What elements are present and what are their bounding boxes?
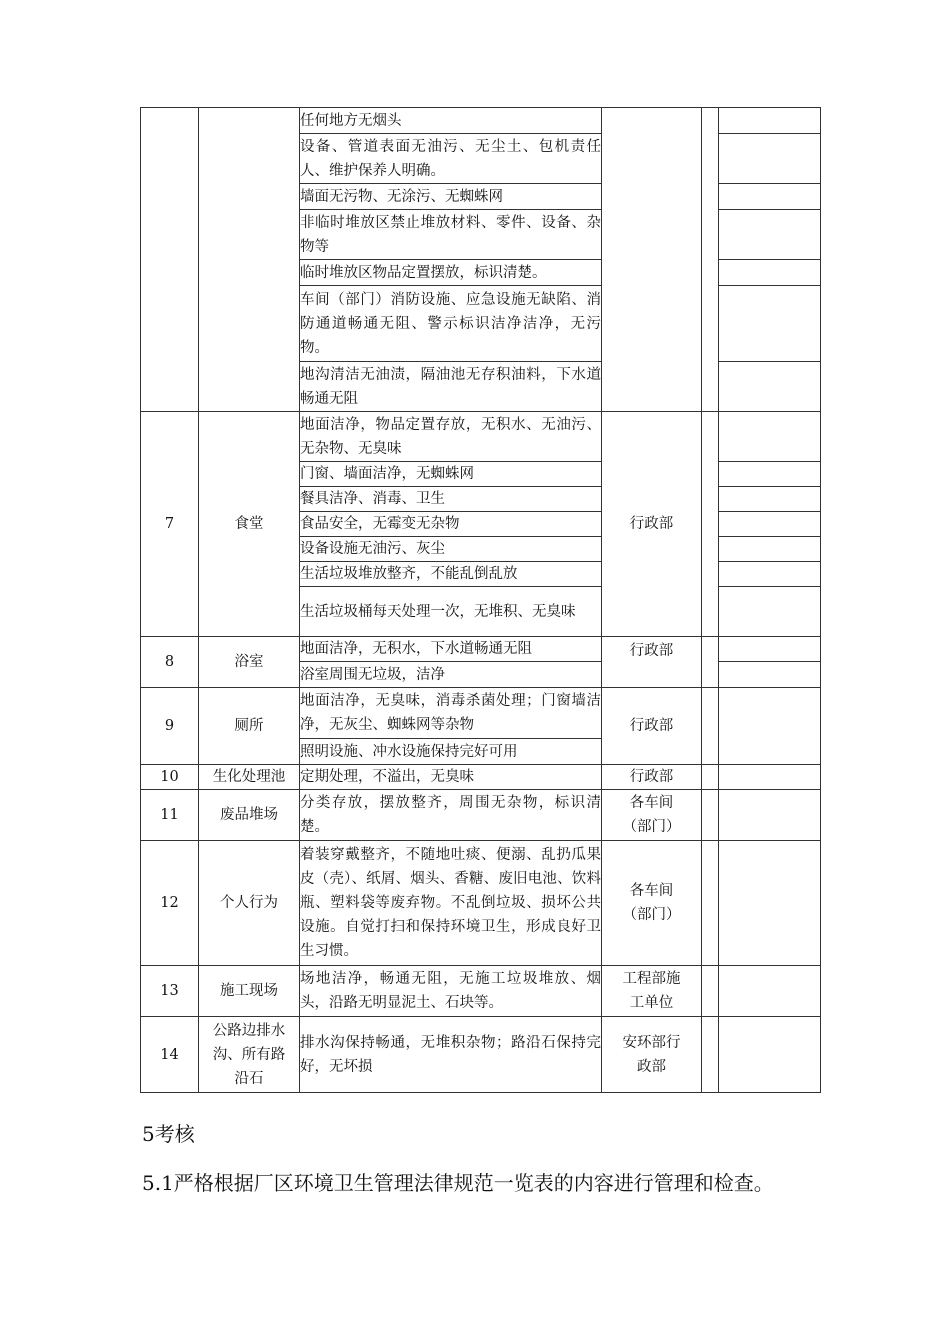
note-cell bbox=[719, 537, 821, 562]
requirement: 车间（部门）消防设施、应急设施无缺陷、消防通道畅通无阻、警示标识洁净洁净，无污物。 bbox=[300, 286, 602, 362]
table-row bbox=[141, 108, 821, 134]
item-number: 8 bbox=[141, 637, 199, 688]
area-name: 个人行为 bbox=[199, 841, 300, 966]
responsible-dept: 行政部 bbox=[602, 412, 702, 637]
note-cell bbox=[719, 362, 821, 412]
note-cell bbox=[719, 512, 821, 537]
requirement: 着装穿戴整齐，不随地吐痰、便溺、乱扔瓜果皮（壳）、纸屑、烟头、香糖、废旧电池、饮料瓶、塑料袋等废弃物。不乱倒垃圾、损坏公共设施。自觉打扫和保持环境卫生，形成良好卫生习惯。 bbox=[300, 841, 602, 966]
check-cell bbox=[702, 841, 719, 966]
requirement: 食品安全，无霉变无杂物 bbox=[300, 512, 602, 537]
responsible-dept: 各车间（部门） bbox=[602, 790, 702, 841]
area-name: 厕所 bbox=[199, 688, 300, 765]
table-row bbox=[141, 841, 821, 966]
note-cell bbox=[719, 688, 821, 765]
requirement: 任何地方无烟头 bbox=[300, 108, 602, 134]
check-cell bbox=[702, 637, 719, 688]
note-cell bbox=[719, 462, 821, 487]
note-cell bbox=[719, 487, 821, 512]
check-cell bbox=[702, 790, 719, 841]
check-cell bbox=[702, 412, 719, 637]
responsible-dept: 各车间（部门） bbox=[602, 841, 702, 966]
note-cell bbox=[719, 184, 821, 210]
note-cell bbox=[719, 286, 821, 362]
note-cell bbox=[719, 412, 821, 462]
note-cell bbox=[719, 966, 821, 1017]
table-row bbox=[141, 1017, 821, 1093]
note-cell bbox=[719, 637, 821, 662]
item-number: 12 bbox=[141, 841, 199, 966]
area-name: 生化处理池 bbox=[199, 765, 300, 790]
section-heading: 5考核 bbox=[142, 1122, 195, 1146]
note-cell bbox=[719, 1017, 821, 1093]
section-item: 5.1严格根据厂区环境卫生管理法律规范一览表的内容进行管理和检查。 bbox=[142, 1171, 774, 1195]
item-number: 9 bbox=[141, 688, 199, 765]
note-cell bbox=[719, 134, 821, 184]
requirement: 临时堆放区物品定置摆放，标识清楚。 bbox=[300, 260, 602, 286]
requirement: 墙面无污物、无涂污、无蜘蛛网 bbox=[300, 184, 602, 210]
note-cell bbox=[719, 765, 821, 790]
table-row bbox=[141, 637, 821, 662]
responsible-dept: 工程部施工单位 bbox=[602, 966, 702, 1017]
requirement: 门窗、墙面洁净，无蜘蛛网 bbox=[300, 462, 602, 487]
area-name: 施工现场 bbox=[199, 966, 300, 1017]
item-number: 11 bbox=[141, 790, 199, 841]
requirement: 餐具洁净、消毒、卫生 bbox=[300, 487, 602, 512]
responsible-dept: 行政部 bbox=[602, 688, 702, 765]
item-number: 14 bbox=[141, 1017, 199, 1093]
responsible-dept bbox=[602, 108, 702, 412]
item-number: 13 bbox=[141, 966, 199, 1017]
area-name: 公路边排水沟、所有路沿石 bbox=[199, 1017, 300, 1093]
sanitation-table bbox=[140, 107, 821, 1093]
requirement: 定期处理，不溢出，无臭味 bbox=[300, 765, 602, 790]
check-cell bbox=[702, 108, 719, 412]
item-number: 7 bbox=[141, 412, 199, 637]
note-cell bbox=[719, 662, 821, 688]
table-row bbox=[141, 966, 821, 1017]
note-cell bbox=[719, 260, 821, 286]
requirement: 地沟清洁无油渍，隔油池无存积油料，下水道畅通无阻 bbox=[300, 362, 602, 412]
item-number bbox=[141, 108, 199, 412]
requirement: 生活垃圾桶每天处理一次，无堆积、无臭味 bbox=[300, 587, 602, 637]
table-row bbox=[141, 688, 821, 739]
requirement: 排水沟保持畅通，无堆积杂物；路沿石保持完好，无坏损 bbox=[300, 1017, 602, 1093]
note-cell bbox=[719, 210, 821, 260]
note-cell bbox=[719, 790, 821, 841]
note-cell bbox=[719, 841, 821, 966]
note-cell bbox=[719, 562, 821, 587]
table-row bbox=[141, 790, 821, 841]
responsible-dept: 行政部 bbox=[602, 637, 702, 688]
requirement: 地面洁净，无积水，下水道畅通无阻 bbox=[300, 637, 602, 662]
table-row bbox=[141, 412, 821, 462]
area-name: 浴室 bbox=[199, 637, 300, 688]
area-name: 食堂 bbox=[199, 412, 300, 637]
requirement: 浴室周围无垃圾，洁净 bbox=[300, 662, 602, 688]
check-cell bbox=[702, 1017, 719, 1093]
note-cell bbox=[719, 108, 821, 134]
responsible-dept: 行政部 bbox=[602, 765, 702, 790]
requirement: 场地洁净，畅通无阻，无施工垃圾堆放、烟头，沿路无明显泥土、石块等。 bbox=[300, 966, 602, 1017]
note-cell bbox=[719, 587, 821, 637]
requirement: 生活垃圾堆放整齐，不能乱倒乱放 bbox=[300, 562, 602, 587]
requirement: 非临时堆放区禁止堆放材料、零件、设备、杂物等 bbox=[300, 210, 602, 260]
responsible-dept: 安环部行政部 bbox=[602, 1017, 702, 1093]
table-row bbox=[141, 765, 821, 790]
area-name: 废品堆场 bbox=[199, 790, 300, 841]
requirement: 设备、管道表面无油污、无尘土、包机责任人、维护保养人明确。 bbox=[300, 134, 602, 184]
check-cell bbox=[702, 966, 719, 1017]
check-cell bbox=[702, 765, 719, 790]
item-number: 10 bbox=[141, 765, 199, 790]
requirement: 地面洁净，物品定置存放，无积水、无油污、无杂物、无臭味 bbox=[300, 412, 602, 462]
requirement: 设备设施无油污、灰尘 bbox=[300, 537, 602, 562]
check-cell bbox=[702, 688, 719, 765]
requirement: 分类存放，摆放整齐，周围无杂物，标识清楚。 bbox=[300, 790, 602, 841]
area-name bbox=[199, 108, 300, 412]
requirement: 地面洁净，无臭味，消毒杀菌处理；门窗墙洁净，无灰尘、蜘蛛网等杂物 bbox=[300, 688, 602, 739]
requirement: 照明设施、冲水设施保持完好可用 bbox=[300, 739, 602, 765]
